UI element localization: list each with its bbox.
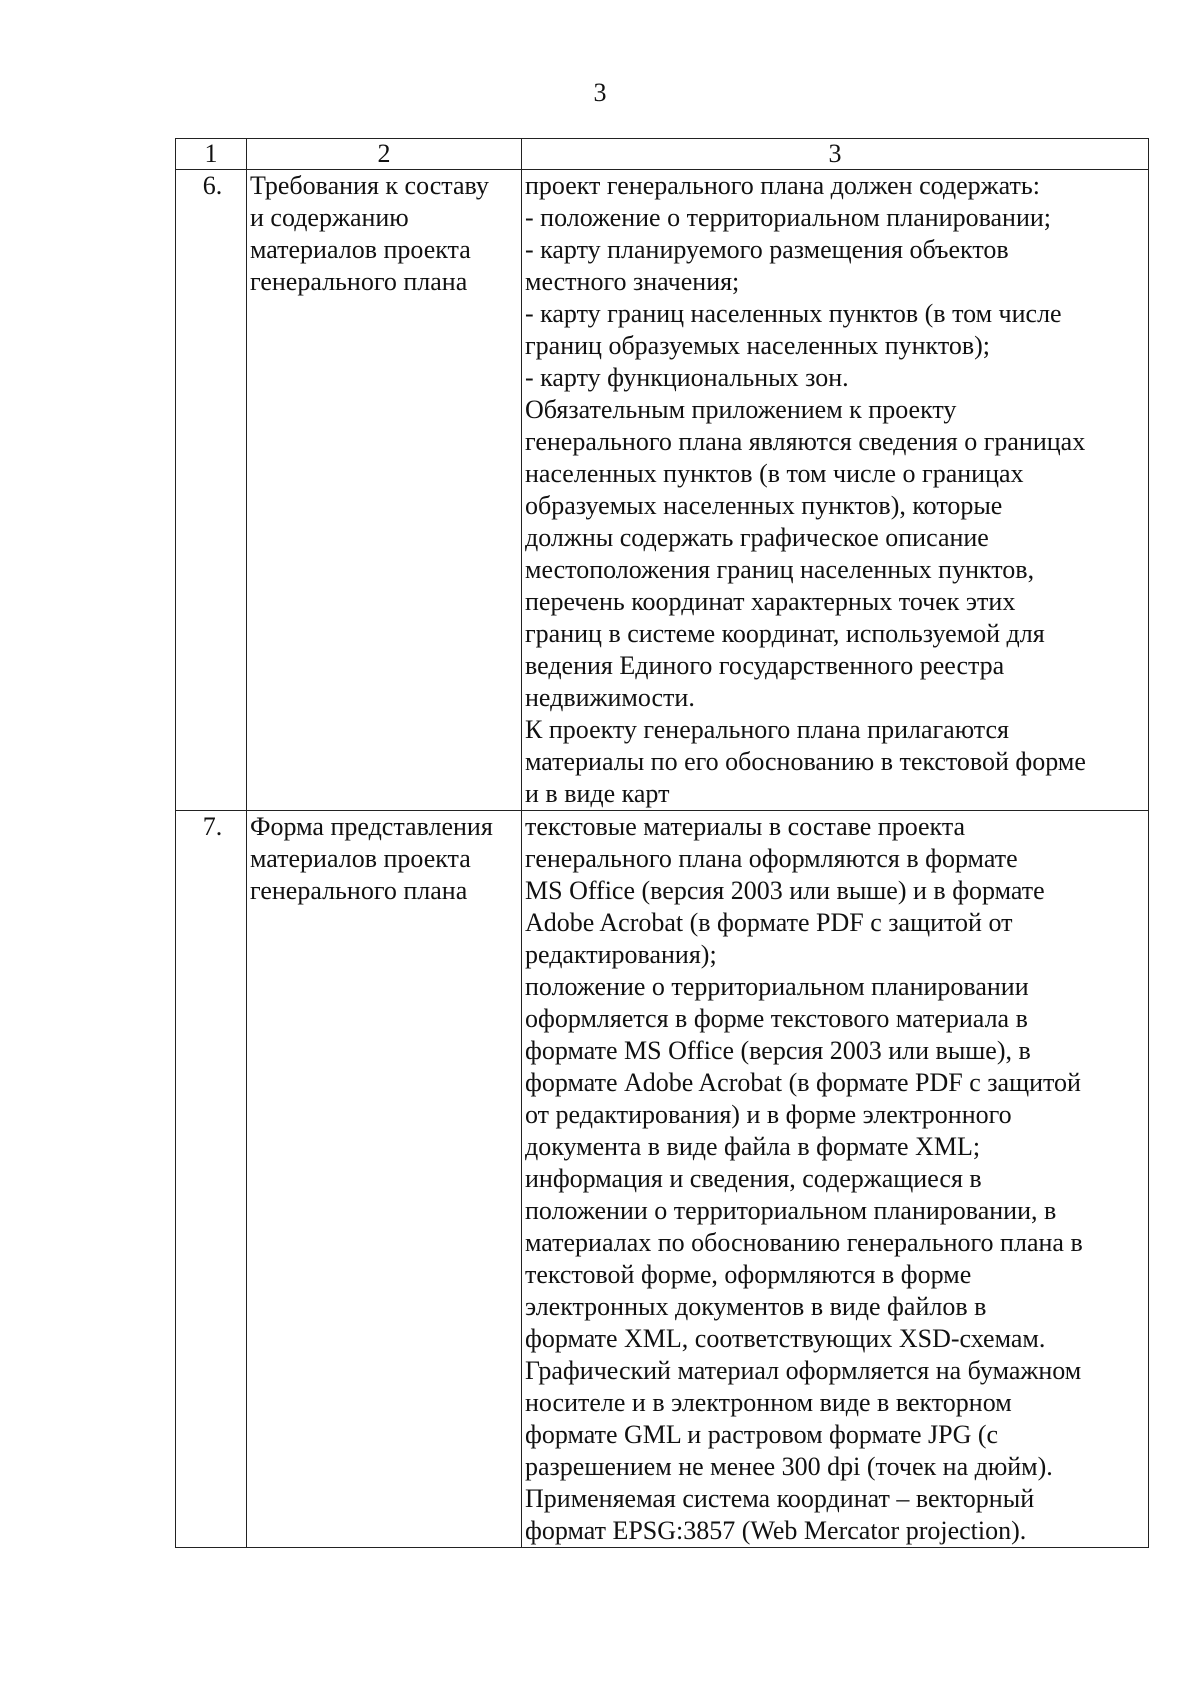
text-line: - карту функциональных зон. [525, 363, 849, 392]
text-line: образуемых населенных пунктов), которые [525, 491, 1003, 520]
table-row [176, 170, 1149, 811]
text-line: генерального плана оформляются в формате [525, 844, 1018, 873]
text-line: формат EPSG:3857 (Web Mercator projection). [525, 1516, 1027, 1545]
text-line: формате XML, соответствующих XSD-схемам. [525, 1324, 1046, 1353]
text-line: Обязательным приложением к проекту [525, 395, 957, 424]
text-line: и в виде карт [525, 779, 670, 808]
text-line: К проекту генерального плана прилагаются [525, 715, 1009, 744]
page-number: 3 [593, 78, 607, 107]
text-line: Графический материал оформляется на бумажном [525, 1356, 1082, 1385]
header-col-1: 1 [176, 139, 247, 170]
text-line: генерального плана [250, 876, 468, 905]
text-line: от редактирования) и в форме электронного [525, 1100, 1012, 1129]
text-line: оформляется в форме текстового материала в [525, 1004, 1028, 1033]
text-line: генерального плана являются сведения о границах [525, 427, 1086, 456]
text-line: текстовые материалы в составе проекта [525, 812, 966, 841]
text-line: должны содержать графическое описание [525, 523, 989, 552]
row-content [522, 170, 1149, 811]
text-line: - карту границ населенных пунктов (в том числе [525, 299, 1062, 328]
text-line: разрешением не менее 300 dpi (точек на дюйм). [525, 1452, 1053, 1481]
text-line: - карту планируемого размещения объектов [525, 235, 1009, 264]
text-line: материалы по его обоснованию в текстовой форме [525, 747, 1086, 776]
text-line: границ в системе координат, используемой для [525, 619, 1045, 648]
text-line: материалов проекта [250, 235, 471, 264]
header-col-2: 2 [247, 139, 522, 170]
text-line: носителе и в электронном виде в векторном [525, 1388, 1012, 1417]
text-line: положение о территориальном планировании [525, 972, 1029, 1001]
text-line: местоположения границ населенных пунктов, [525, 555, 1035, 584]
text-line: формате GML и растровом формате JPG (с [525, 1420, 999, 1449]
text-line: Форма представления [250, 812, 493, 841]
text-line: редактирования); [525, 940, 717, 969]
text-line: перечень координат характерных точек этих [525, 587, 1016, 616]
text-line: электронных документов в виде файлов в [525, 1292, 987, 1321]
text-line: MS Office (версия 2003 или выше) и в формате [525, 876, 1045, 905]
text-line: населенных пунктов (в том числе о границах [525, 459, 1024, 488]
row-number: 6. [176, 170, 247, 811]
table-row [176, 811, 1149, 1548]
text-line: формате Adobe Acrobat (в формате PDF с защитой [525, 1068, 1081, 1097]
text-line: и содержанию [250, 203, 409, 232]
text-line: Требования к составу [250, 171, 489, 200]
text-line: Adobe Acrobat (в формате PDF с защитой от [525, 908, 1013, 937]
text-line: формате MS Office (версия 2003 или выше), в [525, 1036, 1031, 1065]
row-number: 7. [176, 811, 247, 1548]
text-line: текстовой форме, оформляются в форме [525, 1260, 972, 1289]
row-title [247, 811, 522, 1548]
requirements-table [175, 138, 1149, 1548]
text-line: материалах по обоснованию генерального плана в [525, 1228, 1083, 1257]
text-line: информация и сведения, содержащиеся в [525, 1164, 982, 1193]
text-line: проект генерального плана должен содержать: [525, 171, 1040, 200]
row-content [522, 811, 1149, 1548]
text-line: местного значения; [525, 267, 740, 296]
text-line: недвижимости. [525, 683, 695, 712]
row-title [247, 170, 522, 811]
table-header-row [176, 139, 1149, 170]
text-line: материалов проекта [250, 844, 471, 873]
text-line: ведения Единого государственного реестра [525, 651, 1005, 680]
text-line: генерального плана [250, 267, 468, 296]
text-line: положении о территориальном планировании, в [525, 1196, 1057, 1225]
text-line: документа в виде файла в формате XML; [525, 1132, 981, 1161]
text-line: Применяемая система координат – векторный [525, 1484, 1035, 1513]
text-line: - положение о территориальном планировании; [525, 203, 1052, 232]
header-col-3: 3 [522, 139, 1149, 170]
text-line: границ образуемых населенных пунктов); [525, 331, 991, 360]
